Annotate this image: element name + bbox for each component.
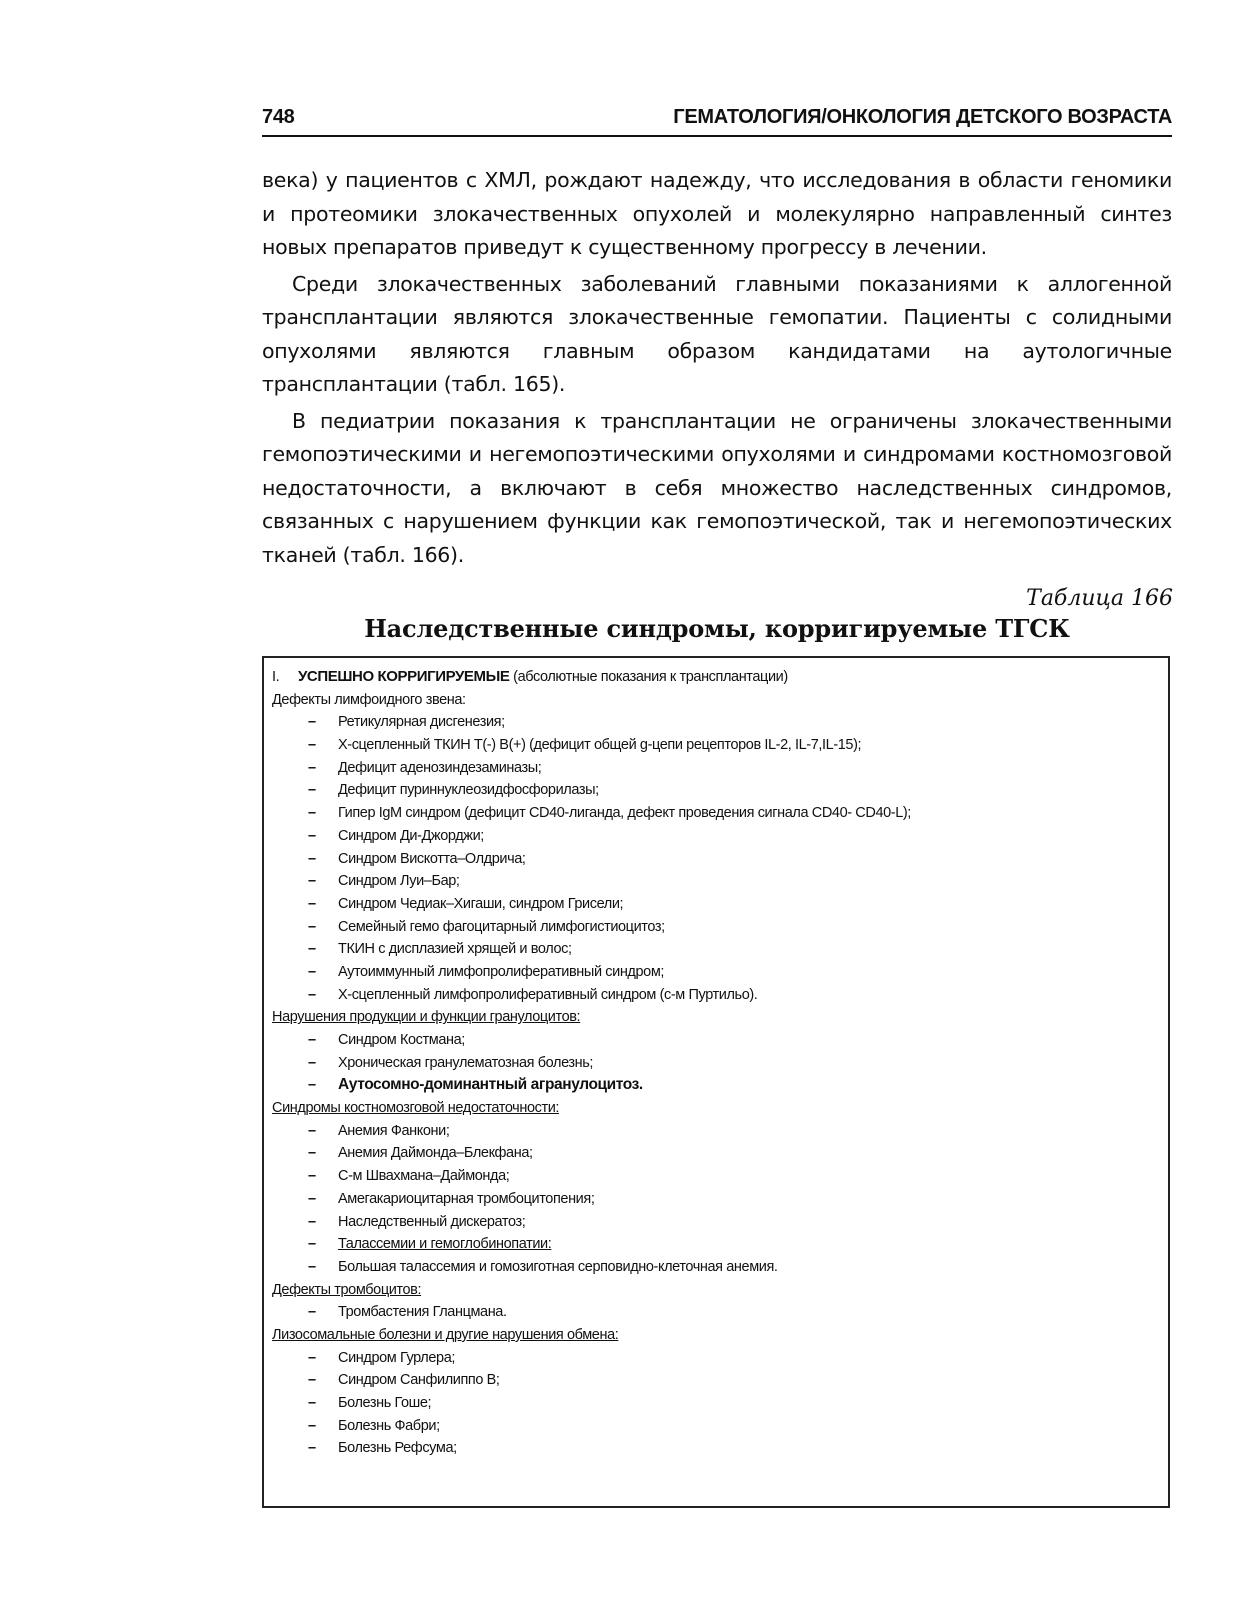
list-item: – Дефицит аденозиндезаминазы; bbox=[308, 759, 542, 776]
list-item: – Тромбастения Гланцмана. bbox=[308, 1304, 507, 1321]
paragraph: Среди злокачественных заболеваний главными показаниями к аллогенной трансплантации являются злокачественные гемопатии. Пациенты с солидными опухолями являются главным образом кандидатами на аутологичные трансплантации (табл. 165). bbox=[262, 271, 1172, 396]
list-item: – Семейный гемо фагоцитарный лимфогистиоцитоз; bbox=[308, 918, 665, 935]
list-item: – Амегакариоцитарная тромбоцитопения; bbox=[308, 1190, 595, 1207]
list-item: – Наследственный дискератоз; bbox=[308, 1213, 526, 1230]
group-title: Лизосомальные болезни и другие нарушения обмена: bbox=[272, 1326, 619, 1343]
running-title: ГЕМАТОЛОГИЯ/ОНКОЛОГИЯ ДЕТСКОГО ВОЗРАСТА bbox=[673, 106, 1172, 128]
paragraph: В педиатрии показания к трансплантации не ограничены злокачественными гемопоэтическими и негемопоэтическими опухолями и синдромами костномозговой недостаточности, а включают в себя множество наследственных синдромов, связанных с нарушением функции как гемопоэтической, так и негемопоэтических тканей (табл. 166). bbox=[262, 408, 1172, 567]
list-item: – Синдром Санфилиппо В; bbox=[308, 1372, 500, 1389]
list-item: – Ретикулярная дисгенезия; bbox=[308, 714, 505, 731]
list-item: – Большая талассемия и гомозиготная серповидно-клеточная анемия. bbox=[308, 1258, 778, 1275]
section-note: (абсолютные показания к трансплантации) bbox=[513, 669, 788, 685]
body-text bbox=[262, 164, 1172, 575]
group-title: Нарушения продукции и функции гранулоцитов: bbox=[272, 1009, 581, 1026]
list-item: – С-м Швахмана–Даймонда; bbox=[308, 1168, 510, 1185]
group-title: Синдромы костномозговой недостаточности: bbox=[272, 1100, 560, 1117]
list-item: – Болезнь Рефсума; bbox=[308, 1440, 457, 1457]
list-item: – Болезнь Фабри; bbox=[308, 1417, 440, 1434]
list-item: – Дефицит пуриннуклеозидфосфорилазы; bbox=[308, 782, 599, 799]
syndromes-table bbox=[262, 656, 1170, 1508]
group-title: Дефекты лимфоидного звена: bbox=[272, 691, 466, 708]
section-number: I. bbox=[272, 669, 280, 685]
list-item: – Аутоиммунный лимфопролиферативный синдром; bbox=[308, 963, 665, 980]
list-item: – Синдром Луи–Бар; bbox=[308, 873, 460, 890]
list-item: – Анемия Фанкони; bbox=[308, 1122, 450, 1139]
running-header bbox=[262, 106, 1172, 137]
list-item: – Анемия Даймонда–Блекфана; bbox=[308, 1145, 533, 1162]
section-title: УСПЕШНО КОРРИГИРУЕМЫЕ bbox=[298, 668, 510, 685]
list-item: – Синдром Гурлера; bbox=[308, 1349, 455, 1366]
list-item: – Гипер IgM синдром (дефицит CD40-лиганда, дефект проведения сигнала CD40- CD40-L); bbox=[308, 805, 911, 822]
list-item: – ТКИН с дисплазией хрящей и волос; bbox=[308, 941, 572, 958]
table-label: Таблица 166 bbox=[1026, 586, 1173, 611]
list-item: – Хроническая гранулематозная болезнь; bbox=[308, 1054, 594, 1071]
list-item: – Болезнь Гоше; bbox=[308, 1395, 432, 1411]
list-item: – Аутосомно-доминантный агранулоцитоз. bbox=[308, 1076, 643, 1094]
list-item: – Синдром Чедиак–Хигаши, синдром Грисели; bbox=[308, 895, 624, 912]
list-item: – Синдром Ди-Джорджи; bbox=[308, 827, 484, 844]
section-heading bbox=[272, 666, 1160, 689]
paragraph: века) у пациентов с ХМЛ, рождают надежду, что исследования в области геномики и протеомики злокачественных опухолей и молекулярно направленный синтез новых препаратов приведут к существенному прогрессу в лечении. bbox=[262, 168, 1172, 259]
list-item: – Синдром Костмана; bbox=[308, 1032, 465, 1048]
list-item: – Синдром Вискотта–Олдрича; bbox=[308, 850, 526, 867]
list-item: – Талассемии и гемоглобинопатии: bbox=[308, 1236, 552, 1253]
list-item: – X-сцепленный лимфопролиферативный синдром (с-м Пуртильо). bbox=[308, 986, 758, 1003]
page-number: 748 bbox=[262, 106, 295, 128]
group-title: Дефекты тромбоцитов: bbox=[272, 1281, 422, 1298]
table-title: Наследственные синдромы, корригируемые ТГСК bbox=[364, 614, 1070, 643]
list-item: – X-сцепленный ТКИН Т(-) В(+) (дефицит общей g-цепи рецепторов IL-2, IL-7,IL-15); bbox=[308, 737, 862, 754]
